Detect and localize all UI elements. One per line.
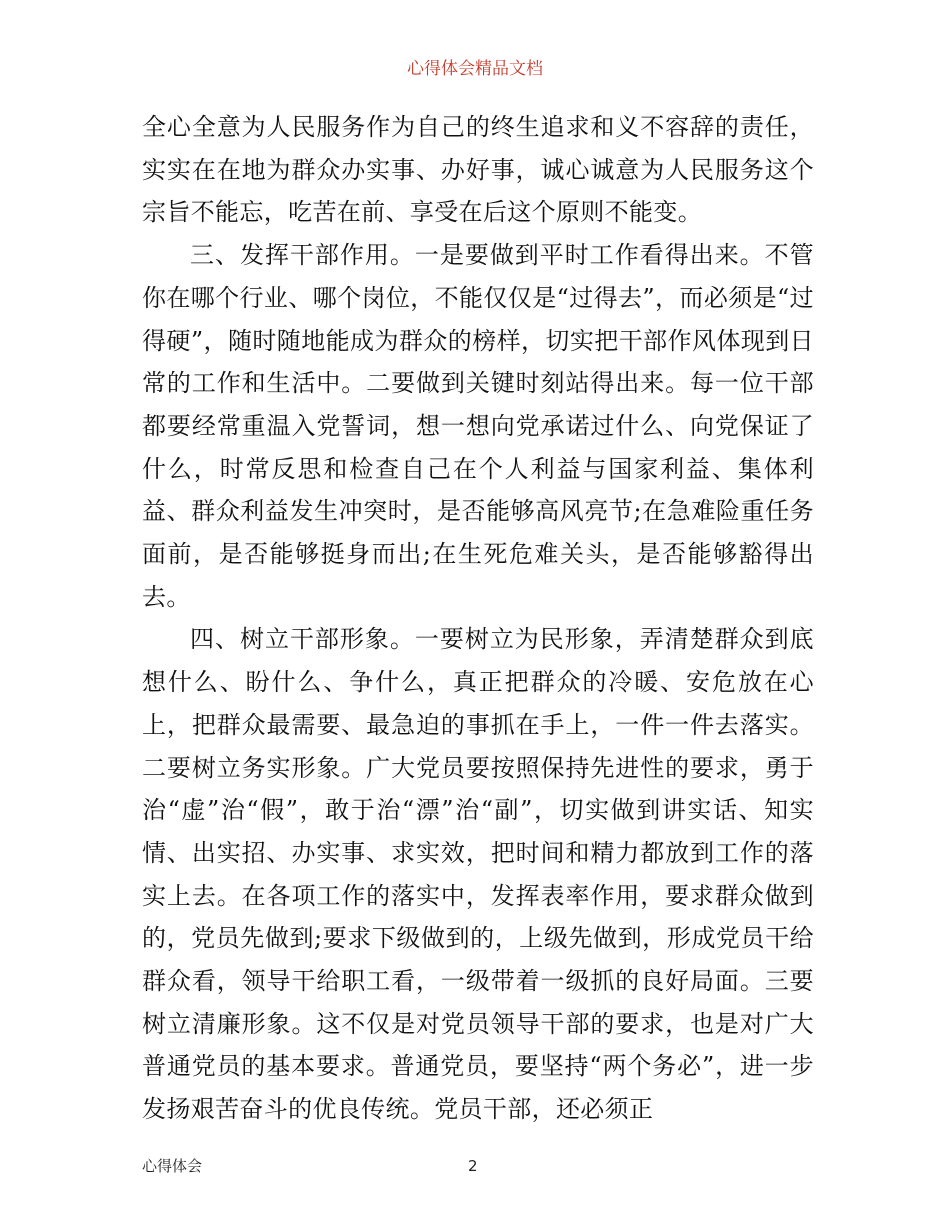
paragraph-section-four: 四、树立干部形象。一要树立为民形象，弄清楚群众到底想什么、盼什么、争什么，真正把群众的冷暖、安危放在心上，把群众最需要、最急迫的事抓在手上，一件一件去落实。二要树立务实形象。广大党员要按照保持先进性的要求，勇于治“虚”治“假”，敢于治“漂”治“副”，切实做到讲实话、知实情、出实招、办实事、求实效，把时间和精力都放到工作的落实上去。在各项工作的落实中，发挥表率作用，要求群众做到的，党员先做到;要求下级做到的，上级先做到，形成党员干给群众看，领导干给职工看，一级带着一级抓的良好局面。三要树立清廉形象。这不仅是对党员领导干部的要求，也是对广大普通党员的基本要求。普通党员，要坚持“两个务必”，进一步发扬艰苦奋斗的优良传统。党员干部，还必须正 [142,625,814,1124]
paragraph-section-three: 三、发挥干部作用。一是要做到平时工作看得出来。不管你在哪个行业、哪个岗位，不能仅仅是“过得去”，而必须是“过得硬”，随时随地能成为群众的榜样，切实把干部作风体现到日常的工作和生活中。二要做到关键时刻站得出来。每一位干部都要经常重温入党誓词，想一想向党承诺过什么、向党保证了什么，时常反思和检查自己在个人利益与国家利益、集体利益、群众利益发生冲突时，是否能够高风亮节;在急难险重任务面前，是否能够挺身而出;在生死危难关头，是否能够豁得出去。 [142,241,814,611]
page-header-title: 心得体会精品文档 [407,59,543,79]
footer-label: 心得体会 [142,1157,203,1175]
page-number: 2 [468,1157,478,1175]
paragraph-continuation: 全心全意为人民服务作为自己的终生追求和义不容辞的责任，实实在在地为群众办实事、办好事，诚心诚意为人民服务这个宗旨不能忘，吃苦在前、享受在后这个原则不能变。 [142,113,814,227]
page-footer [142,1155,814,1177]
document-body [142,106,814,1131]
